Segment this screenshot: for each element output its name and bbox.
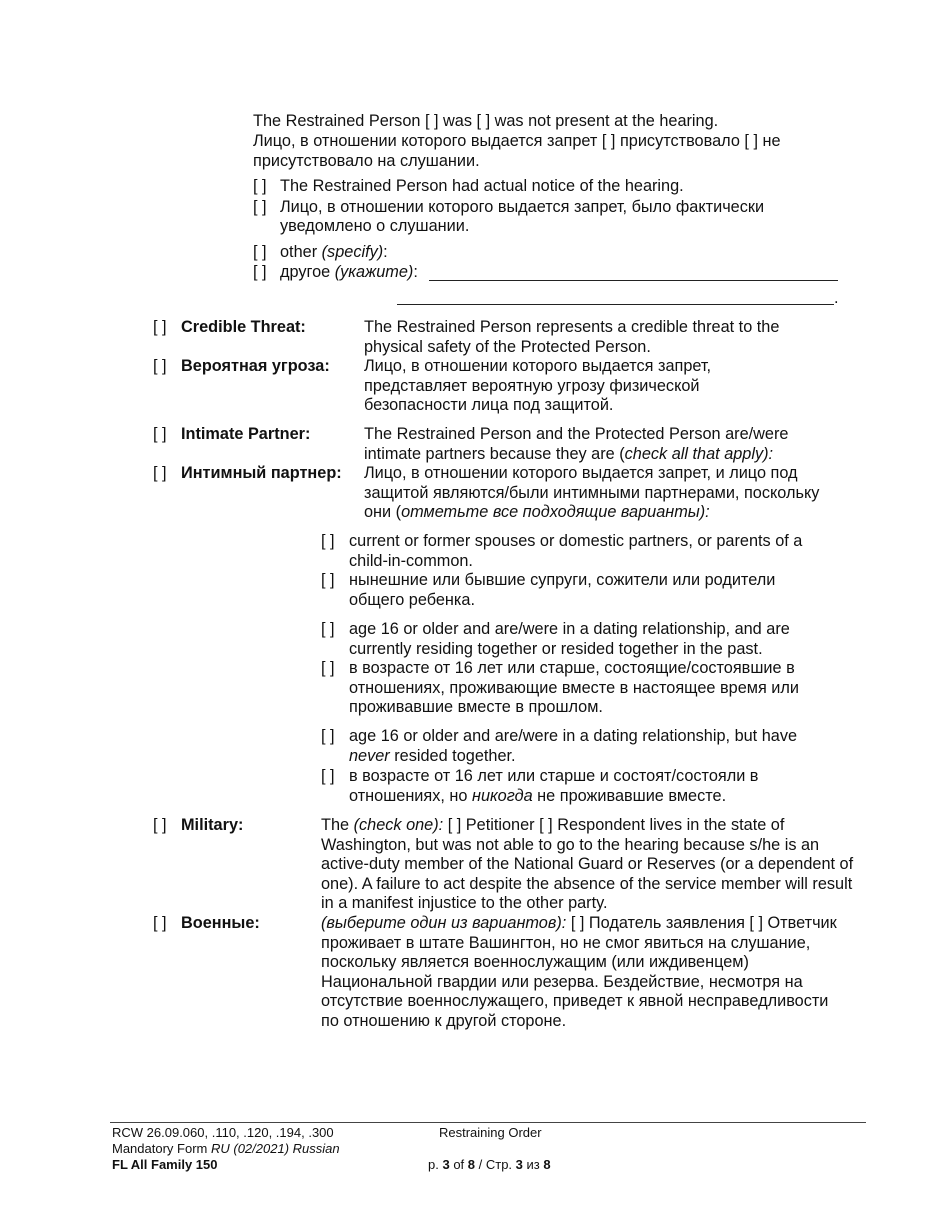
partner-option-cohabiting-checkbox[interactable]: [ ] xyxy=(321,620,335,638)
military-text-ru xyxy=(321,914,841,1031)
never-resided-en-a: age 16 or older and are/were in a dating relationship, but have xyxy=(349,727,798,745)
credible-threat-checkbox[interactable]: [ ] xyxy=(153,318,167,336)
military-text-en-b: (check one): xyxy=(353,816,444,834)
military-text-en xyxy=(321,816,856,914)
footer-form-id: FL All Family 150 xyxy=(112,1157,218,1172)
partner-option-never-resided-checkbox[interactable]: [ ] xyxy=(321,727,335,745)
footer-page xyxy=(428,1157,551,1173)
intimate-partner-text-en xyxy=(364,425,814,464)
notice-checkbox-ru[interactable]: [ ] xyxy=(253,198,267,216)
other-specify-field-line1[interactable] xyxy=(429,262,838,281)
footer-page-p: p. xyxy=(428,1157,443,1172)
never-resided-ru-c: не проживавшие вместе. xyxy=(532,786,727,805)
footer-page-total-ru: 8 xyxy=(543,1157,551,1172)
footer-page-iz: из xyxy=(522,1157,544,1172)
other-colon-ru: : xyxy=(413,263,418,281)
intimate-partner-text-ru-italic: отметьте все подходящие варианты): xyxy=(401,503,710,521)
other-specify-field-line2[interactable] xyxy=(397,288,834,305)
partner-option-cohabiting-en: age 16 or older and are/were in a dating relationship, and are currently residing together or resided together in the past. xyxy=(349,620,790,658)
partner-option-never-resided-en xyxy=(349,727,834,766)
hearing-statement-en: The Restrained Person [ ] was [ ] was not present at the hearing. xyxy=(253,112,719,130)
credible-threat-checkbox-ru[interactable]: [ ] xyxy=(153,357,167,375)
hearing-statement-ru: Лицо, в отношении которого выдается запрет [ ] присутствовало [ ] не присутствовало на слушании. xyxy=(253,132,781,170)
intimate-partner-text-ru-main: Лицо, в отношении которого выдается запрет, и лицо под защитой являются/были интимными партнерами, поскольку они ( xyxy=(364,464,820,521)
other-specify-ru: (укажите) xyxy=(334,263,414,281)
footer-title: Restraining Order xyxy=(439,1125,542,1140)
intimate-partner-label-ru: Интимный партнер: xyxy=(181,464,342,482)
notice-text-ru-line1: Лицо, в отношении которого выдается запрет, было фактически xyxy=(280,198,765,216)
military-checkbox[interactable]: [ ] xyxy=(153,816,167,834)
footer-mandatory-a: Mandatory Form xyxy=(112,1141,211,1156)
notice-text-ru-line2: уведомлено о слушании. xyxy=(280,217,470,235)
intimate-partner-text-en-italic: check all that apply): xyxy=(624,444,774,463)
military-text-en-c: [ ] Petitioner [ ] Respondent lives in the state of Washington, but was not able to go to the hearing because s/he is an active-duty member of the National Guard or Reserves (or a dependent of one). A failure to act despite the absence of the service member will result in a manifest injustice to the other party. xyxy=(321,816,854,912)
intimate-partner-text-en-main: The Restrained Person and the Protected Person are/were intimate partners because they are ( xyxy=(364,425,789,463)
footer-page-total: 8 xyxy=(467,1157,476,1172)
military-checkbox-ru[interactable]: [ ] xyxy=(153,914,167,932)
partner-option-never-resided-ru xyxy=(349,767,809,806)
other-word: other xyxy=(280,243,322,261)
footer-rule xyxy=(110,1122,866,1123)
credible-threat-text-ru: Лицо, в отношении которого выдается запрет, представляет вероятную угрозу физической безопасности лица под защитой. xyxy=(364,357,712,414)
intimate-partner-label-en: Intimate Partner: xyxy=(181,425,311,443)
other-label-en xyxy=(280,243,388,263)
footer-page-num: 3 xyxy=(442,1157,450,1172)
notice-text-en: The Restrained Person had actual notice of the hearing. xyxy=(280,177,684,195)
military-label-ru: Военные: xyxy=(181,914,260,932)
notice-checkbox[interactable]: [ ] xyxy=(253,177,267,195)
military-text-en-a: The xyxy=(321,816,354,834)
intimate-partner-checkbox[interactable]: [ ] xyxy=(153,425,167,443)
intimate-partner-text-ru xyxy=(364,464,839,523)
footer-page-num-ru: 3 xyxy=(515,1157,523,1172)
military-text-ru-a: (выберите один из вариантов): xyxy=(321,914,567,932)
never-resided-en-b: never xyxy=(349,746,390,765)
partner-option-cohabiting-checkbox-ru[interactable]: [ ] xyxy=(321,659,335,677)
credible-threat-text-en: The Restrained Person represents a credible threat to the physical safety of the Protected Person. xyxy=(364,318,780,356)
intimate-partner-checkbox-ru[interactable]: [ ] xyxy=(153,464,167,482)
footer-page-of: of xyxy=(449,1157,468,1172)
other-label-ru xyxy=(280,263,418,283)
footer-page-sep: / Стр. xyxy=(475,1157,516,1172)
other-specify-period: . xyxy=(834,289,839,307)
credible-threat-label-ru: Вероятная угроза: xyxy=(181,357,330,375)
other-word-ru: другое xyxy=(280,263,335,281)
partner-option-never-resided-checkbox-ru[interactable]: [ ] xyxy=(321,767,335,785)
military-text-ru-b: [ ] Податель заявления [ ] Ответчик проживает в штате Вашингтон, но не смог явиться на слушание, поскольку является военнослужащим (или иждивенцем) Национальной гвардии или резерва. Бездействие, несмотря на отсутствие военнослужащего, приведет к явной несправедливости по отношению к другой стороне. xyxy=(321,914,837,1030)
partner-option-spouses-ru: нынешние или бывшие супруги, сожители или родители общего ребенка. xyxy=(349,571,776,609)
footer-rcw: RCW 26.09.060, .110, .120, .194, .300 xyxy=(112,1125,334,1140)
other-checkbox[interactable]: [ ] xyxy=(253,243,267,261)
other-colon: : xyxy=(383,243,388,261)
other-checkbox-ru[interactable]: [ ] xyxy=(253,263,267,281)
never-resided-en-c: resided together. xyxy=(389,746,516,765)
partner-option-spouses-checkbox-ru[interactable]: [ ] xyxy=(321,571,335,589)
partner-option-cohabiting-ru: в возрасте от 16 лет или старше, состоящие/состоявшие в отношениях, проживающие вместе в настоящее время или проживавшие вместе в прошлом. xyxy=(349,659,799,716)
footer-mandatory-b: RU (02/2021) Russian xyxy=(210,1141,340,1156)
other-specify: (specify) xyxy=(321,243,384,261)
partner-option-spouses-en: current or former spouses or domestic partners, or parents of a child-in-common. xyxy=(349,532,803,570)
footer-mandatory xyxy=(112,1141,340,1157)
military-label-en: Military: xyxy=(181,816,244,834)
credible-threat-label-en: Credible Threat: xyxy=(181,318,306,336)
never-resided-ru-a: в возрасте от 16 лет или старше и состоят/состояли в отношениях, но xyxy=(349,767,759,805)
never-resided-ru-b: никогда xyxy=(471,786,533,805)
partner-option-spouses-checkbox[interactable]: [ ] xyxy=(321,532,335,550)
